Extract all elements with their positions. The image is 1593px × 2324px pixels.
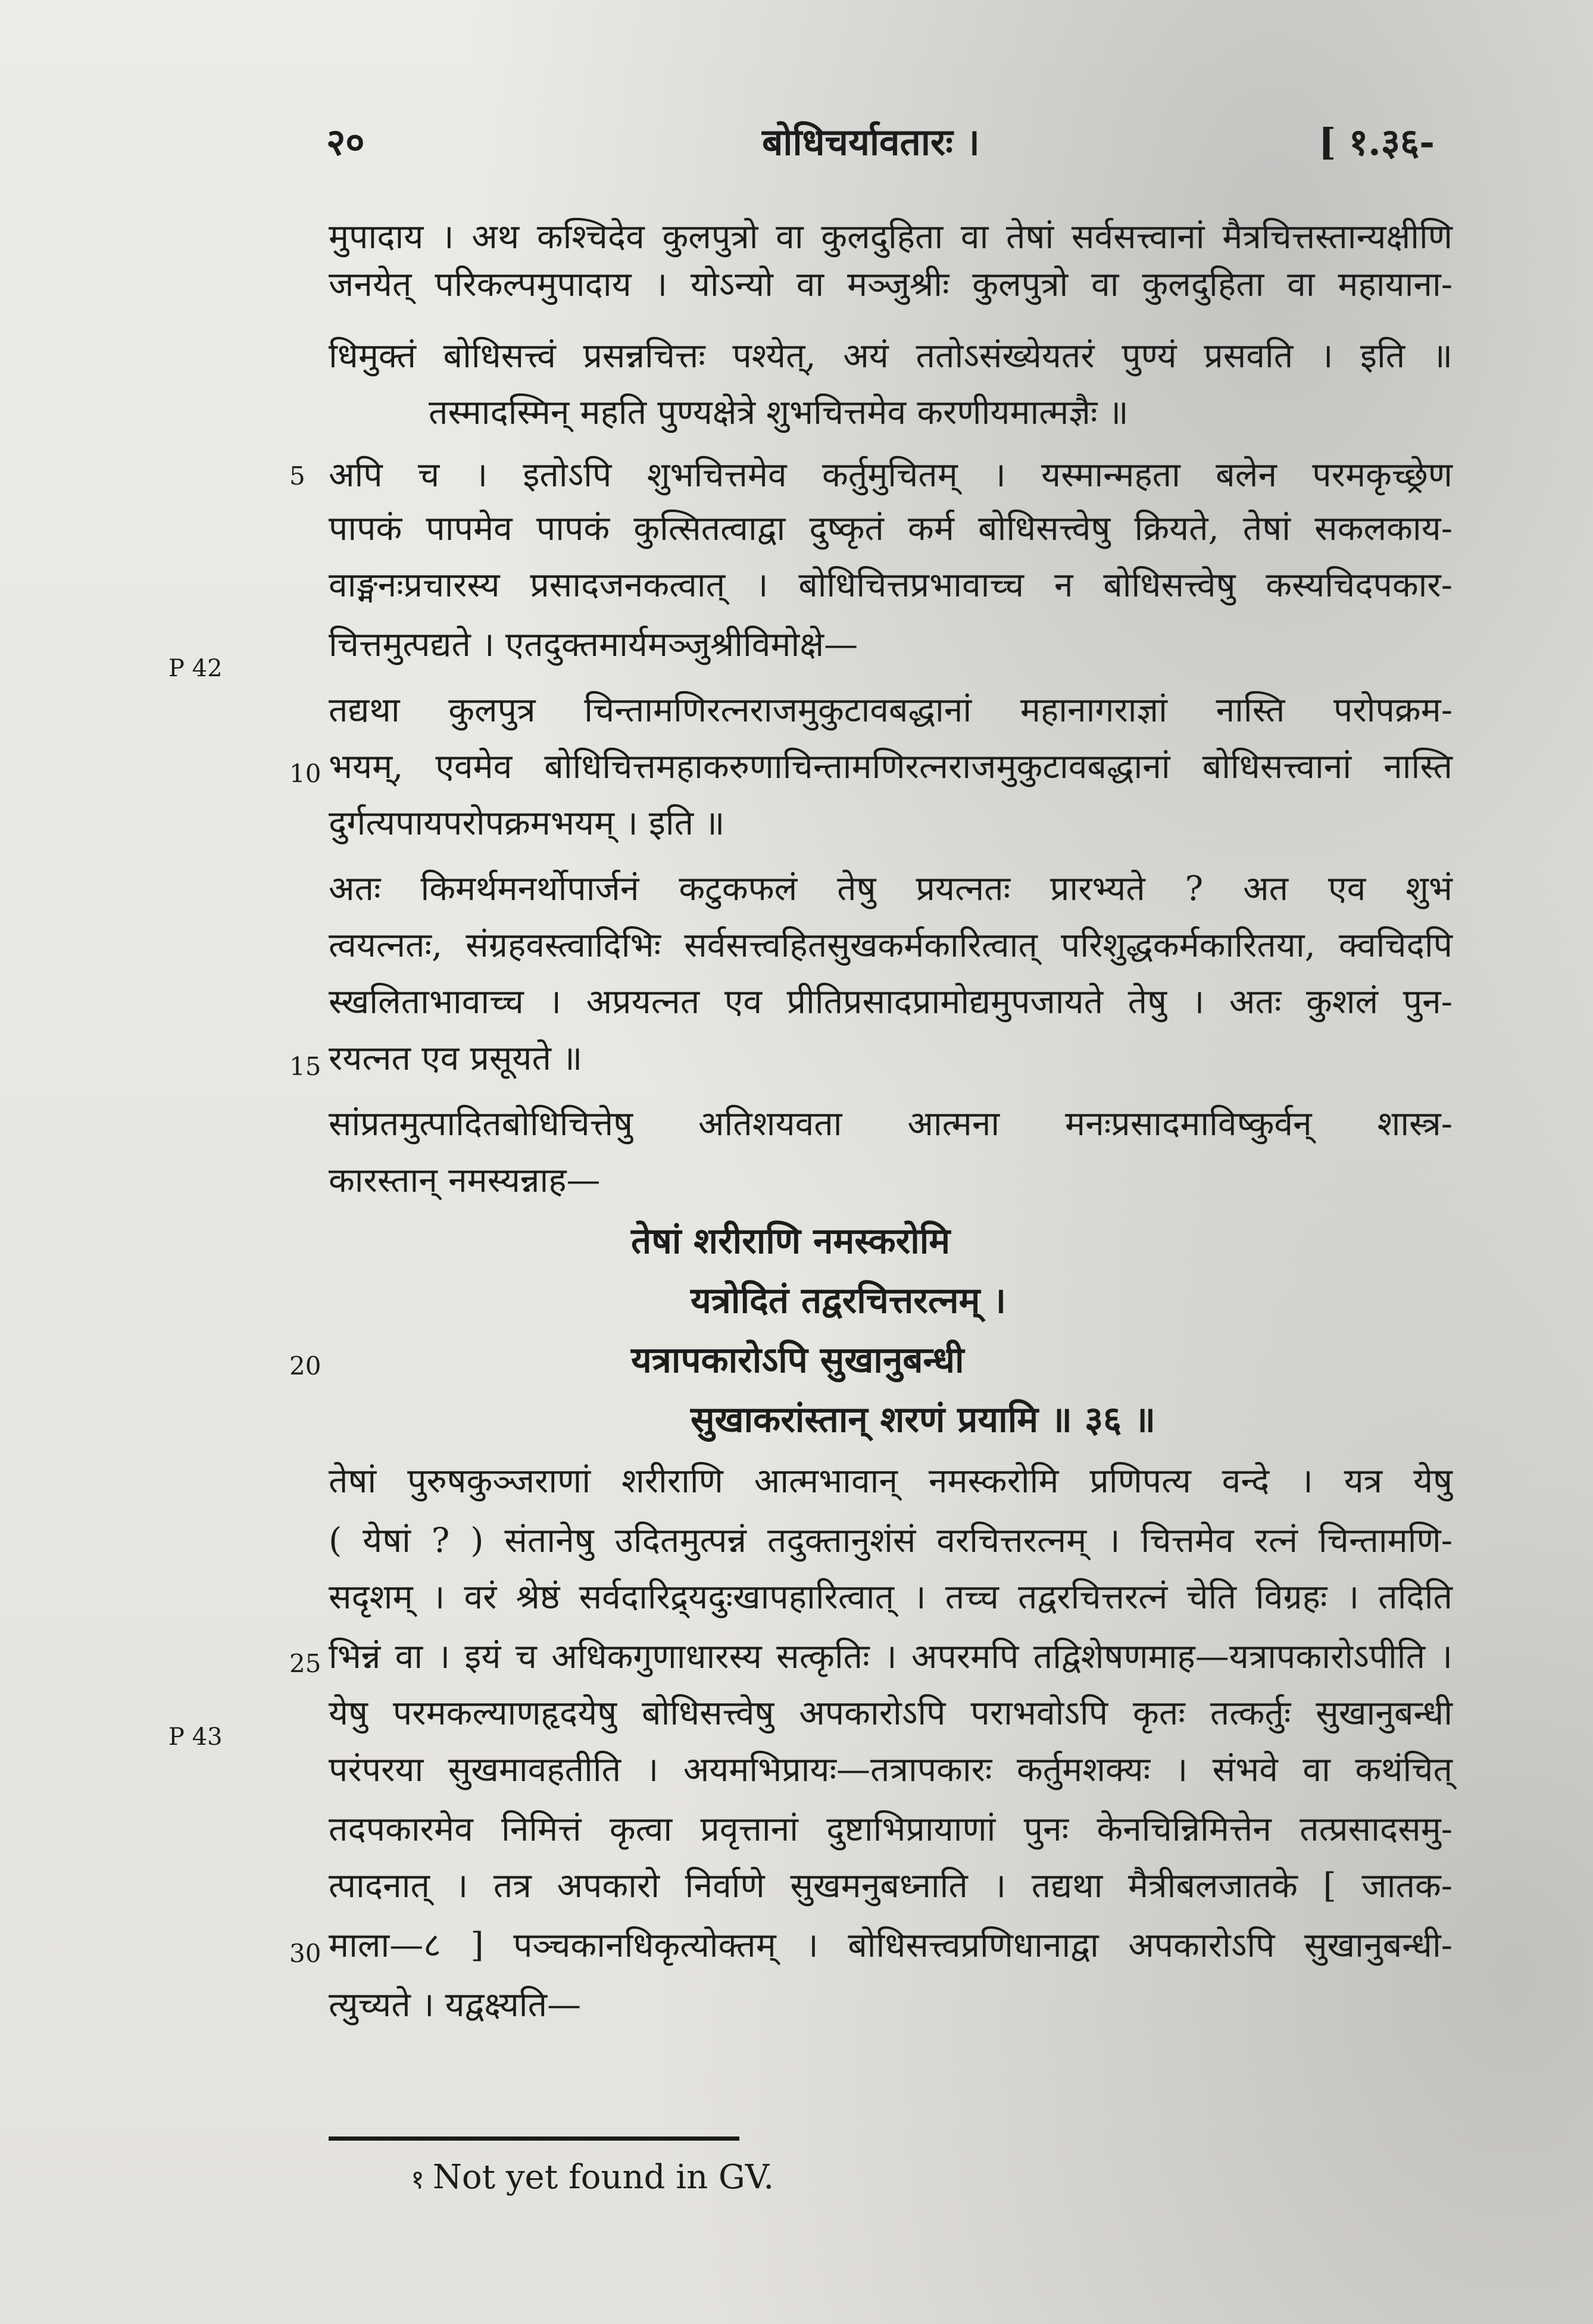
footnote (411, 2158, 774, 2197)
text-line: त्वयत्नतः, संग्रहवस्त्वादिभिः सर्वसत्त्वहितसुखकर्मकारित्वात् परिशुद्धकर्मकारितया, क्वचिदपि (329, 926, 1453, 965)
text-line: येषु परमकल्याणहृदयेषु बोधिसत्त्वेषु अपकारोऽपि पराभवोऽपि कृतः तत्कर्तुः सुखानुबन्धी (329, 1694, 1453, 1733)
line-number: 30 (289, 1939, 321, 1968)
footnote-marker: १ (411, 2164, 424, 2195)
text-line: तद्यथा कुलपुत्र चिन्तामणिरत्नराजमुकुटावबद्धानां महानागराज्ञां नास्ति परोपक्रम- (329, 691, 1453, 730)
text-line: कारस्तान् नमस्यन्नाह— (329, 1161, 601, 1200)
text-line: ( येषां ? ) संतानेषु उदितमुत्पन्नं तदुक्तानुशंसं वरचित्तरत्नम् । चित्तमेव रत्नं चिन्तामणि- (329, 1521, 1453, 1560)
verse-reference: [ १.३६- (1319, 120, 1435, 164)
line-number: 20 (289, 1351, 321, 1380)
text-line: त्युच्यते । यद्वक्ष्यति— (329, 1985, 582, 2025)
text-line: तस्मादस्मिन् महति पुण्यक्षेत्रे शुभचित्तमेव करणीयमात्मज्ञैः ॥ (429, 393, 1129, 432)
running-title: बोधिचर्यावतारः । (762, 120, 980, 164)
page-number: २० (326, 120, 365, 164)
text-line: स्खलिताभावाच्च । अप्रयत्नत एव प्रीतिप्रसादप्रामोद्यमुपजायते तेषु । अतः कुशलं पुन- (329, 982, 1453, 1022)
text-line: तदपकारमेव निमित्तं कृत्वा प्रवृत्तानां दुष्टाभिप्रायाणां पुनः केनचिन्निमित्तेन तत्प्रसादसमु- (329, 1810, 1453, 1849)
page-reference: P 43 (168, 1723, 223, 1751)
text-line: भयम्, एवमेव बोधिचित्तमहाकरुणाचिन्तामणिरत्नराजमुकुटावबद्धानां बोधिसत्त्वानां नास्ति (329, 747, 1453, 786)
verse-line: यत्रापकारोऽपि सुखानुबन्धी (631, 1339, 964, 1381)
text-line: धिमुक्तं बोधिसत्त्वं प्रसन्नचित्तः पश्येत्, अयं ततोऽसंख्येयतरं पुण्यं प्रसवति । इति ॥ (329, 336, 1453, 376)
text-line: पापकं पापमेव पापकं कुत्सितत्वाद्वा दुष्कृतं कर्म बोधिसत्त्वेषु क्रियते, तेषां सकलकाय- (329, 509, 1453, 548)
verse-line: यत्रोदितं तद्वरचित्तरत्नम् । (691, 1280, 1007, 1322)
text-line: माला—८ ] पञ्चकानधिकृत्योक्तम् । बोधिसत्त्वप्रणिधानाद्वा अपकारोऽपि सुखानुबन्धी- (329, 1926, 1453, 1965)
text-line: जनयेत् परिकल्पमुपादाय । योऽन्यो वा मञ्जुश्रीः कुलपुत्रो वा कुलदुहिता वा महायाना- (329, 265, 1453, 304)
line-number: 10 (289, 759, 321, 788)
text-line: रयत्नत एव प्रसूयते ॥ (329, 1039, 583, 1078)
verse-line: सुखाकरांस्तान् शरणं प्रयामि ॥ ३६ ॥ (691, 1399, 1156, 1441)
text-line: सांप्रतमुत्पादितबोधिचित्तेषु अतिशयवता आत्मना मनःप्रसादमाविष्कुर्वन् शास्त्र- (329, 1104, 1453, 1144)
text-line: अतः किमर्थमनर्थोपार्जनं कटुकफलं तेषु प्रयत्नतः प्रारभ्यते ? अत एव शुभं (329, 869, 1453, 908)
text-line: तेषां पुरुषकुञ्जराणां शरीराणि आत्मभावान् नमस्करोमि प्रणिपत्य वन्दे । यत्र येषु (329, 1461, 1453, 1501)
text-line: त्पादनात् । तत्र अपकारो निर्वाणे सुखमनुबध्नाति । तद्यथा मैत्रीबलजातके [ जातक- (329, 1866, 1453, 1906)
footnote-text: Not yet found in GV. (432, 2158, 774, 2197)
line-number: 5 (289, 461, 305, 491)
page-reference: P 42 (168, 655, 223, 682)
verse-line: तेषां शरीराणि नमस्करोमि (631, 1220, 951, 1262)
text-line: वाङ्मनःप्रचारस्य प्रसादजनकत्वात् । बोधिचित्तप्रभावाच्च न बोधिसत्त्वेषु कस्यचिदपकार- (329, 566, 1453, 605)
text-line: चित्तमुत्पद्यते । एतदुक्तमार्यमञ्जुश्रीविमोक्षे— (329, 625, 858, 664)
text-line: परंपरया सुखमावहतीति । अयमभिप्रायः—तत्रापकारः कर्तुमशक्यः । संभवे वा कथंचित् (329, 1750, 1453, 1789)
text-line: सदृशम् । वरं श्रेष्ठं सर्वदारिद्र्यदुःखापहारित्वात् । तच्च तद्वरचित्तरत्नं चेति विग्रहः । तदिति (329, 1578, 1453, 1617)
text-line: भिन्नं वा । इयं च अधिकगुणाधारस्य सत्कृतिः । अपरमपि तद्विशेषणमाह—यत्रापकारोऽपीति । (329, 1637, 1453, 1676)
text-line: मुपादाय । अथ कश्चिदेव कुलपुत्रो वा कुलदुहिता वा तेषां सर्वसत्त्वानां मैत्रचित्तस्तान्यक्षीणि (329, 217, 1453, 257)
line-number: 25 (289, 1649, 321, 1678)
line-number: 15 (289, 1052, 321, 1081)
footnote-rule (329, 2136, 739, 2141)
text-line: दुर्गत्यपायपरोपक्रमभयम् । इति ॥ (329, 804, 725, 843)
text-line: अपि च । इतोऽपि शुभचित्तमेव कर्तुमुचितम् । यस्मान्महता बलेन परमकृच्छ्रेण (329, 455, 1453, 495)
